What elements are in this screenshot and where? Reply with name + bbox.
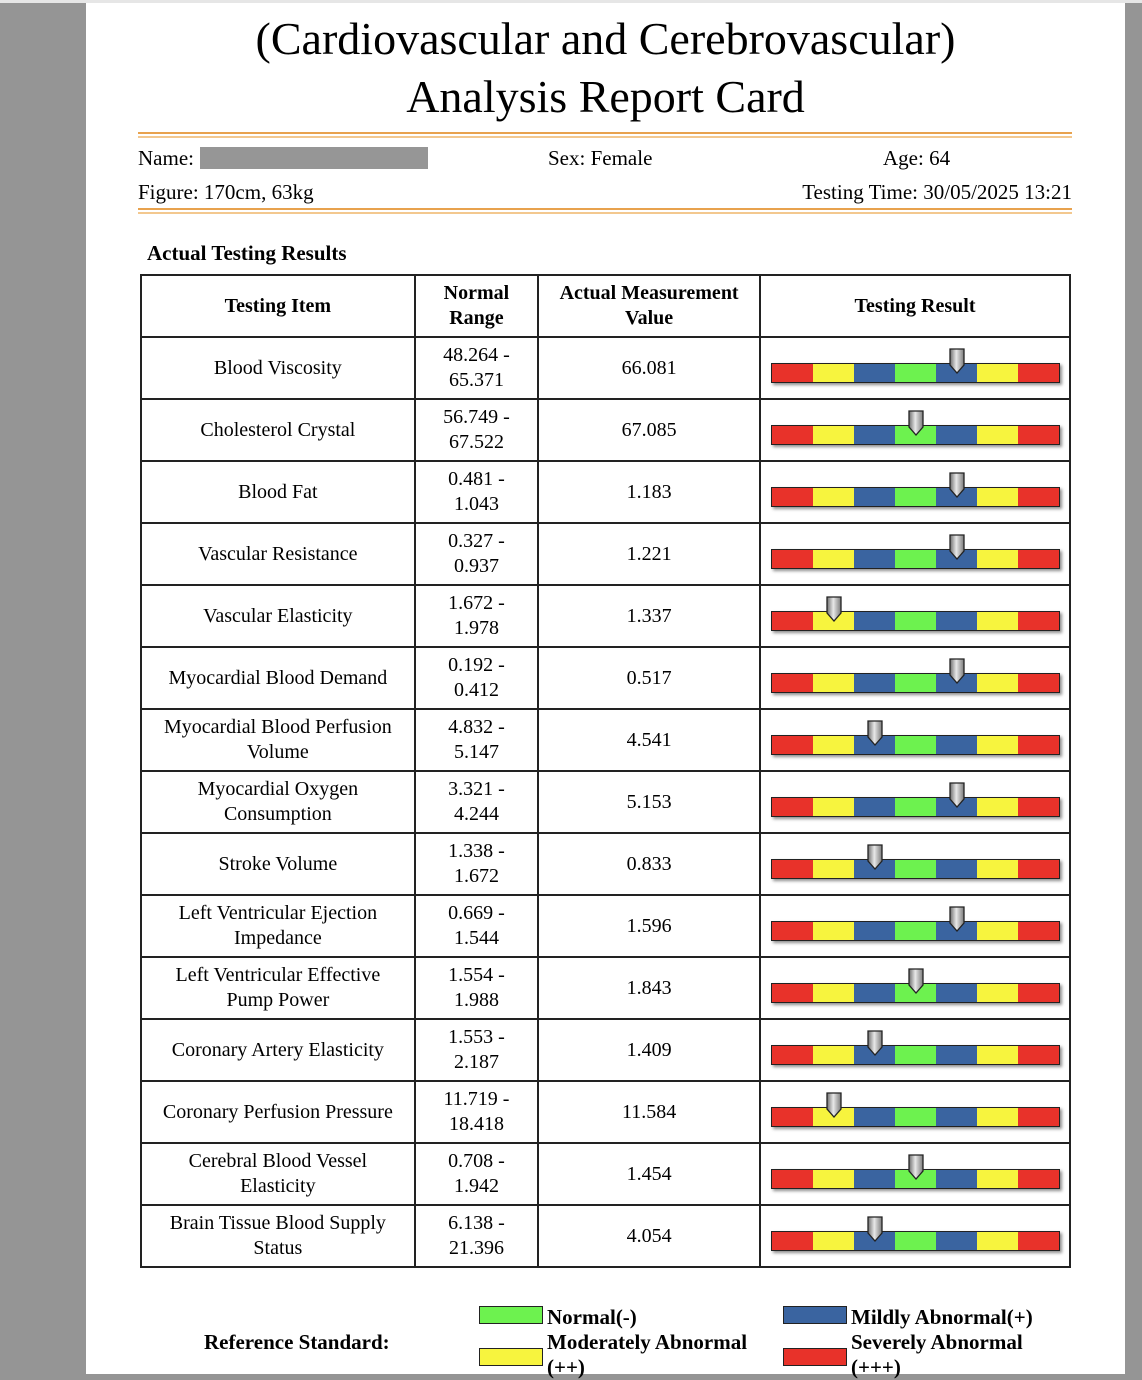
patient-age: Age: 64 [883, 146, 951, 170]
actual-value: 4.054 [538, 1205, 760, 1267]
scale-segment [813, 364, 854, 382]
report-page [86, 3, 1125, 1379]
scale-segment [813, 1170, 854, 1188]
scale-segment [977, 1108, 1018, 1126]
scale-segment [854, 364, 895, 382]
testing-result-scale [760, 895, 1070, 957]
normal-range-text: 56.749 - 67.522 [443, 406, 510, 453]
patient-sex: Sex: Female [548, 146, 653, 170]
scale-segment [977, 922, 1018, 940]
scale-segment [854, 798, 895, 816]
actual-value: 0.517 [538, 647, 760, 709]
result-marker-icon [949, 782, 965, 808]
scale-segment [813, 426, 854, 444]
testing-result-scale [760, 337, 1070, 399]
scale-segment [1018, 860, 1059, 878]
result-marker-icon [867, 844, 883, 870]
testing-item [141, 895, 415, 957]
scale-segment [813, 984, 854, 1002]
header-normal-range [415, 275, 538, 337]
testing-result-scale [760, 647, 1070, 709]
testing-item [141, 1143, 415, 1205]
testing-item [141, 585, 415, 647]
scale-segment [854, 488, 895, 506]
scale-segment [895, 1232, 936, 1250]
result-scale-bar [771, 921, 1060, 941]
actual-value: 66.081 [538, 337, 760, 399]
result-scale-bar [771, 1231, 1060, 1251]
normal-range [415, 709, 538, 771]
normal-range-text: 11.719 - 18.418 [443, 1088, 510, 1135]
scale-segment [895, 922, 936, 940]
normal-range-text: 0.192 - 0.412 [448, 654, 505, 701]
testing-result-scale [760, 1143, 1070, 1205]
scale-segment [772, 426, 813, 444]
testing-result-scale [760, 1019, 1070, 1081]
actual-value: 1.183 [538, 461, 760, 523]
scale-segment [895, 364, 936, 382]
actual-value: 5.153 [538, 771, 760, 833]
testing-item [141, 709, 415, 771]
testing-item-text: Cholesterol Crystal [200, 418, 356, 441]
actual-value: 67.085 [538, 399, 760, 461]
actual-value: 0.833 [538, 833, 760, 895]
normal-range-text: 3.321 - 4.244 [448, 778, 505, 825]
testing-item [141, 833, 415, 895]
result-marker-icon [826, 1092, 842, 1118]
testing-item [141, 1205, 415, 1267]
result-marker-icon [908, 1154, 924, 1180]
normal-range [415, 1143, 538, 1205]
table-row [141, 709, 1070, 771]
patient-figure: Figure: 170cm, 63kg [138, 180, 314, 204]
scale-segment [1018, 984, 1059, 1002]
actual-value: 1.337 [538, 585, 760, 647]
testing-item-text: Left Ventricular Effective Pump Power [175, 964, 381, 1011]
table-row [141, 895, 1070, 957]
actual-value: 1.221 [538, 523, 760, 585]
result-scale-bar [771, 859, 1060, 879]
result-scale-bar [771, 673, 1060, 693]
scale-segment [895, 798, 936, 816]
header-actual-value-text: Actual Measurement Value [559, 282, 739, 329]
scale-segment [977, 1046, 1018, 1064]
result-scale-bar [771, 611, 1060, 631]
scale-segment [936, 612, 977, 630]
result-marker-icon [826, 596, 842, 622]
scale-segment [895, 1108, 936, 1126]
normal-range [415, 337, 538, 399]
name-label: Name: [138, 146, 194, 170]
testing-item-text: Stroke Volume [218, 852, 338, 875]
scale-segment [977, 798, 1018, 816]
testing-item-text: Blood Viscosity [213, 356, 342, 379]
header-testing-result: Testing Result [760, 275, 1070, 337]
report-title-line1: (Cardiovascular and Cerebrovascular) [255, 13, 956, 64]
testing-result-scale [760, 771, 1070, 833]
section-title: Actual Testing Results [147, 241, 347, 265]
testing-item-text: Coronary Perfusion Pressure [162, 1100, 393, 1123]
actual-value: 1.843 [538, 957, 760, 1019]
testing-item-text: Vascular Elasticity [203, 604, 353, 627]
scale-segment [813, 798, 854, 816]
table-row [141, 833, 1070, 895]
scale-segment [977, 736, 1018, 754]
result-marker-icon [908, 968, 924, 994]
table-row [141, 647, 1070, 709]
scale-segment [1018, 1046, 1059, 1064]
scale-segment [1018, 736, 1059, 754]
normal-range [415, 957, 538, 1019]
scale-segment [772, 364, 813, 382]
scale-segment [772, 798, 813, 816]
scale-segment [772, 1046, 813, 1064]
testing-item-text: Coronary Artery Elasticity [171, 1038, 384, 1061]
report-title-line2: Analysis Report Card [406, 71, 805, 122]
table-row [141, 1019, 1070, 1081]
legend-swatch-normal [479, 1306, 543, 1324]
normal-range-text: 6.138 - 21.396 [448, 1212, 505, 1259]
name-redaction [200, 147, 428, 169]
result-marker-icon [908, 410, 924, 436]
testing-result-scale [760, 461, 1070, 523]
normal-range [415, 1081, 538, 1143]
header-testing-item: Testing Item [141, 275, 415, 337]
scale-segment [854, 426, 895, 444]
result-marker-icon [949, 534, 965, 560]
normal-range [415, 647, 538, 709]
testing-item [141, 1081, 415, 1143]
testing-item-text: Brain Tissue Blood Supply Status [169, 1212, 386, 1259]
testing-item [141, 957, 415, 1019]
scale-segment [977, 1232, 1018, 1250]
header-actual-value [538, 275, 760, 337]
legend-swatch-mild [783, 1306, 847, 1324]
normal-range [415, 771, 538, 833]
testing-item-text: Left Ventricular Ejection Impedance [178, 902, 378, 949]
testing-item-text: Vascular Resistance [198, 542, 358, 565]
scale-segment [1018, 1108, 1059, 1126]
actual-value: 1.454 [538, 1143, 760, 1205]
scale-segment [977, 1170, 1018, 1188]
normal-range-text: 0.327 - 0.937 [448, 530, 505, 577]
actual-value: 1.596 [538, 895, 760, 957]
testing-item-text: Myocardial Oxygen Consumption [197, 778, 359, 825]
normal-range-text: 1.553 - 2.187 [448, 1026, 505, 1073]
normal-range [415, 895, 538, 957]
result-marker-icon [867, 1030, 883, 1056]
result-scale-bar [771, 735, 1060, 755]
scale-segment [936, 736, 977, 754]
scale-segment [977, 426, 1018, 444]
table-header-row [141, 275, 1070, 337]
testing-result-scale [760, 1205, 1070, 1267]
scale-segment [936, 1046, 977, 1064]
legend-label-mild: Mildly Abnormal(+) [851, 1305, 1033, 1329]
actual-value: 1.409 [538, 1019, 760, 1081]
scale-segment [1018, 922, 1059, 940]
result-scale-bar [771, 549, 1060, 569]
testing-item-text: Myocardial Blood Demand [168, 666, 388, 689]
scale-segment [854, 984, 895, 1002]
table-row [141, 399, 1070, 461]
testing-item [141, 1019, 415, 1081]
result-scale-bar [771, 363, 1060, 383]
result-scale-bar [771, 1045, 1060, 1065]
scale-segment [936, 1170, 977, 1188]
testing-item [141, 647, 415, 709]
normal-range-text: 0.708 - 1.942 [448, 1150, 505, 1197]
result-scale-bar [771, 1107, 1060, 1127]
scale-segment [854, 922, 895, 940]
scale-segment [977, 860, 1018, 878]
table-row [141, 1143, 1070, 1205]
scale-segment [854, 674, 895, 692]
scale-segment [813, 488, 854, 506]
scale-segment [895, 736, 936, 754]
scale-segment [772, 984, 813, 1002]
normal-range [415, 399, 538, 461]
scale-segment [1018, 674, 1059, 692]
scale-segment [936, 1232, 977, 1250]
testing-result-scale [760, 399, 1070, 461]
scale-segment [977, 984, 1018, 1002]
header-divider-bottom [138, 208, 1072, 214]
normal-range-text: 0.481 - 1.043 [448, 468, 505, 515]
scale-segment [1018, 426, 1059, 444]
legend-label-severe: Severely Abnormal (+++) [851, 1330, 1023, 1379]
testing-item [141, 771, 415, 833]
scale-segment [854, 550, 895, 568]
scale-segment [772, 736, 813, 754]
table-row [141, 1081, 1070, 1143]
testing-item-text: Cerebral Blood Vessel Elasticity [188, 1150, 368, 1197]
result-marker-icon [949, 472, 965, 498]
scale-segment [1018, 364, 1059, 382]
testing-result-scale [760, 523, 1070, 585]
testing-result-scale [760, 833, 1070, 895]
testing-item [141, 337, 415, 399]
testing-item-text: Blood Fat [238, 480, 318, 503]
normal-range [415, 1205, 538, 1267]
legend-label-normal: Normal(-) [547, 1305, 637, 1329]
scale-segment [1018, 550, 1059, 568]
scale-segment [772, 550, 813, 568]
result-marker-icon [949, 348, 965, 374]
testing-item [141, 399, 415, 461]
legend-swatch-moderate [479, 1348, 543, 1366]
legend-title: Reference Standard: [204, 1330, 390, 1354]
normal-range-text: 0.669 - 1.544 [448, 902, 505, 949]
scale-segment [813, 1046, 854, 1064]
scale-segment [813, 674, 854, 692]
scale-segment [813, 550, 854, 568]
scale-segment [772, 488, 813, 506]
header-normal-range-text: Normal Range [443, 282, 510, 329]
normal-range-text: 48.264 - 65.371 [443, 344, 510, 391]
scale-segment [1018, 1170, 1059, 1188]
testing-result-scale [760, 585, 1070, 647]
testing-item [141, 523, 415, 585]
patient-name [138, 146, 428, 170]
scale-segment [813, 860, 854, 878]
scale-segment [936, 984, 977, 1002]
normal-range-text: 1.672 - 1.978 [448, 592, 505, 639]
testing-result-scale [760, 957, 1070, 1019]
scale-segment [1018, 612, 1059, 630]
testing-item-text: Myocardial Blood Perfusion Volume [163, 716, 392, 763]
result-marker-icon [949, 906, 965, 932]
scale-segment [1018, 488, 1059, 506]
result-marker-icon [867, 720, 883, 746]
scale-segment [854, 1170, 895, 1188]
testing-result-scale [760, 709, 1070, 771]
normal-range-text: 1.338 - 1.672 [448, 840, 505, 887]
normal-range-text: 1.554 - 1.988 [448, 964, 505, 1011]
scale-segment [854, 1108, 895, 1126]
actual-value: 4.541 [538, 709, 760, 771]
table-row [141, 337, 1070, 399]
scale-segment [977, 550, 1018, 568]
result-scale-bar [771, 797, 1060, 817]
table-row [141, 585, 1070, 647]
testing-result-scale [760, 1081, 1070, 1143]
testing-item [141, 461, 415, 523]
scale-segment [936, 860, 977, 878]
scale-segment [895, 1046, 936, 1064]
normal-range [415, 585, 538, 647]
scale-segment [895, 674, 936, 692]
normal-range [415, 461, 538, 523]
scale-segment [895, 860, 936, 878]
header-divider-top [138, 132, 1072, 138]
scale-segment [936, 1108, 977, 1126]
scale-segment [772, 674, 813, 692]
scale-segment [854, 612, 895, 630]
scale-segment [772, 860, 813, 878]
scale-segment [977, 612, 1018, 630]
scale-segment [772, 1232, 813, 1250]
result-marker-icon [867, 1216, 883, 1242]
scale-segment [813, 922, 854, 940]
result-marker-icon [949, 658, 965, 684]
scale-segment [772, 612, 813, 630]
legend-label-moderate: Moderately Abnormal (++) [547, 1330, 748, 1379]
normal-range [415, 833, 538, 895]
normal-range-text: 4.832 - 5.147 [448, 716, 505, 763]
scale-segment [772, 922, 813, 940]
table-row [141, 523, 1070, 585]
table-row [141, 771, 1070, 833]
normal-range [415, 523, 538, 585]
results-table [140, 274, 1071, 1268]
scale-segment [977, 364, 1018, 382]
scale-segment [772, 1170, 813, 1188]
actual-value: 11.584 [538, 1081, 760, 1143]
scale-segment [895, 488, 936, 506]
scale-segment [977, 488, 1018, 506]
scale-segment [1018, 1232, 1059, 1250]
scale-segment [977, 674, 1018, 692]
scale-segment [936, 426, 977, 444]
legend-swatch-severe [783, 1348, 847, 1366]
table-row [141, 461, 1070, 523]
scale-segment [813, 1232, 854, 1250]
scale-segment [1018, 798, 1059, 816]
scale-segment [895, 612, 936, 630]
table-row [141, 957, 1070, 1019]
result-scale-bar [771, 487, 1060, 507]
scale-segment [813, 736, 854, 754]
table-row [141, 1205, 1070, 1267]
testing-time: Testing Time: 30/05/2025 13:21 [802, 180, 1072, 204]
scale-segment [895, 550, 936, 568]
scale-segment [772, 1108, 813, 1126]
normal-range [415, 1019, 538, 1081]
